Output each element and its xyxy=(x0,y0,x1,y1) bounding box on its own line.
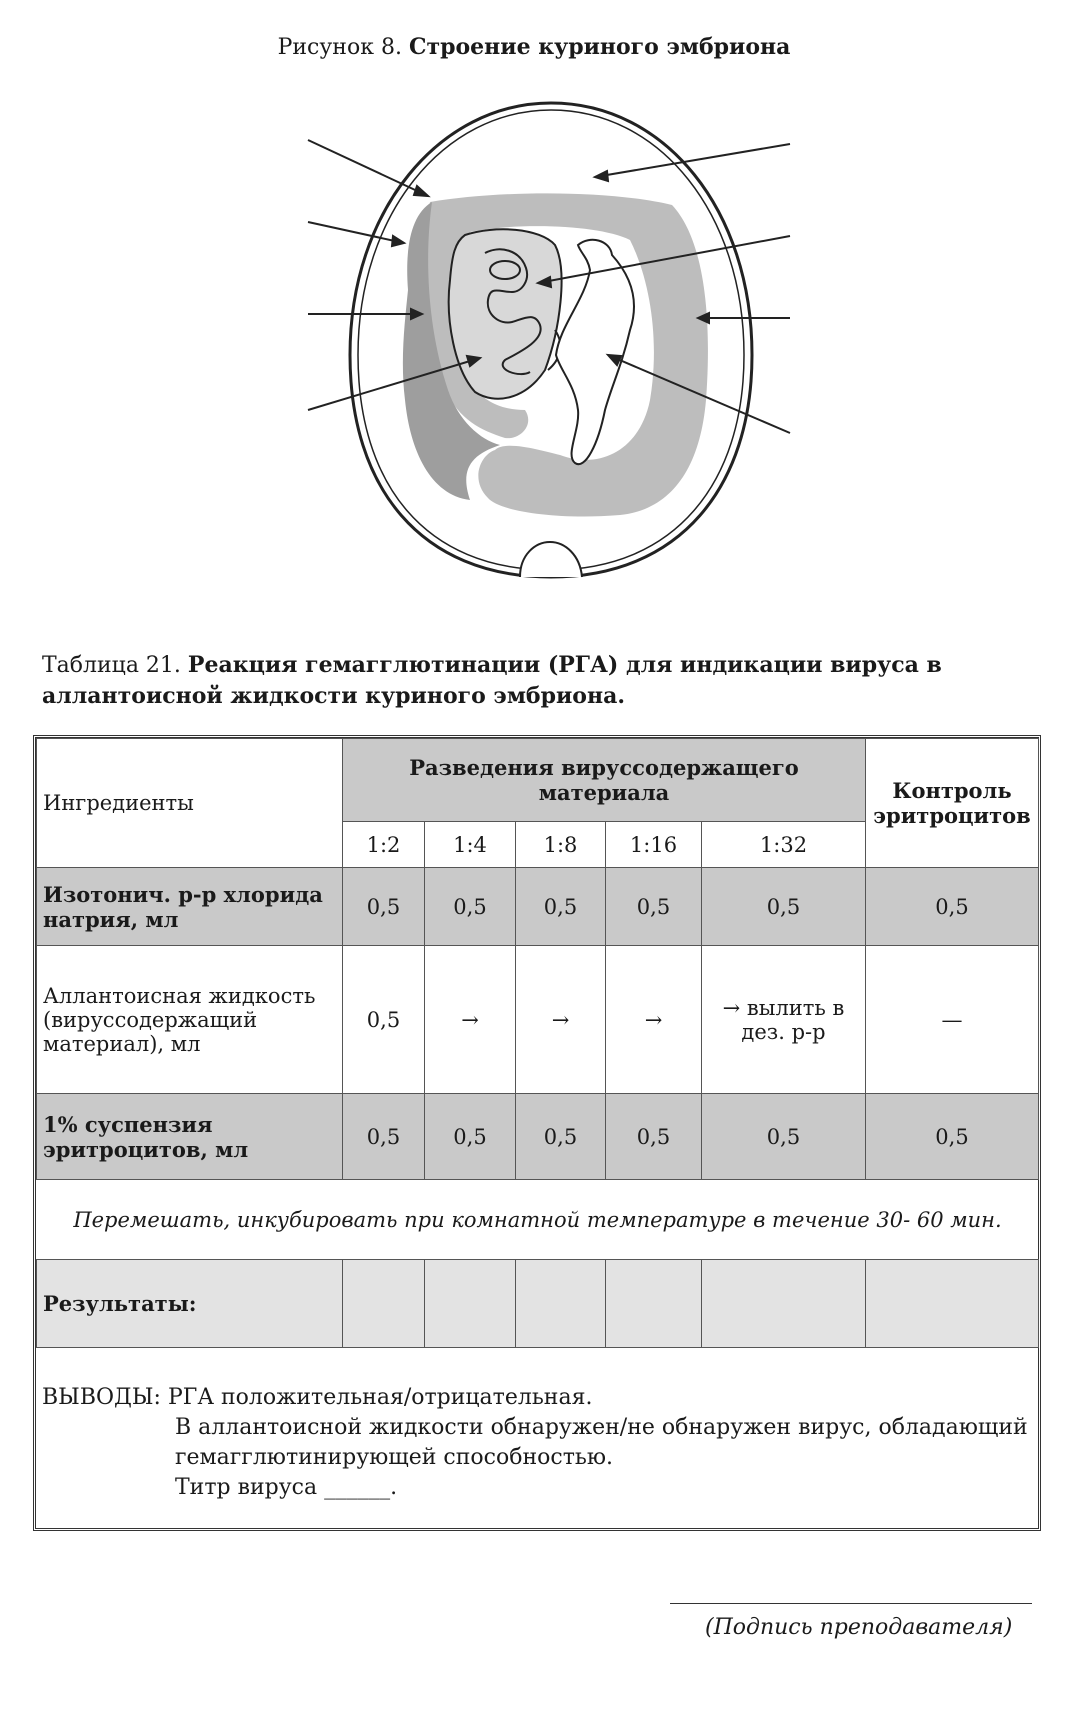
chicken-embryo-diagram xyxy=(290,92,800,602)
dilution-header: 1:4 xyxy=(425,822,516,868)
conclusion-line-4[interactable]: Титр вируса ______. xyxy=(175,1475,398,1500)
result-cell[interactable] xyxy=(425,1260,516,1348)
result-cell[interactable] xyxy=(343,1260,425,1348)
result-cell[interactable] xyxy=(702,1260,866,1348)
table-cell: 0,5 xyxy=(606,1094,702,1180)
table-cell: 0,5 xyxy=(606,868,702,946)
control-cell: 0,5 xyxy=(866,868,1039,946)
conclusion-line-1: РГА положительная/отрицательная. xyxy=(167,1385,593,1410)
signature-line[interactable] xyxy=(670,1603,1032,1604)
conclusions-block xyxy=(42,1383,1028,1503)
table-cell: 0,5 xyxy=(516,1094,606,1180)
table-cell: → xyxy=(606,946,702,1094)
arrow-left-1 xyxy=(308,140,428,196)
conclusions-label: ВЫВОДЫ: xyxy=(42,1385,161,1410)
conclusion-line-2: В аллантоисной жидкости обнаружен/не обнаружен вирус, обладающий xyxy=(175,1415,1028,1440)
conclusion-line-3: гемагглютинирующей способностью. xyxy=(175,1445,613,1470)
table-cell: → xyxy=(516,946,606,1094)
results-label: Результаты: xyxy=(37,1260,343,1348)
control-cell: — xyxy=(866,946,1039,1094)
header-ingredients: Ингредиенты xyxy=(37,739,343,868)
header-control: Контроль эритроцитов xyxy=(866,739,1039,868)
table-row xyxy=(37,868,1039,946)
table-row xyxy=(37,946,1039,1094)
dilution-header: 1:32 xyxy=(702,822,866,868)
table-cell: 0,5 xyxy=(343,868,425,946)
figure-caption-title: Строение куриного эмбриона xyxy=(408,34,791,60)
signature-label: (Подпись преподавателя) xyxy=(705,1615,1013,1640)
rga-table xyxy=(36,738,1039,1348)
table-caption-prefix: Таблица 21. xyxy=(42,653,181,678)
table-cell: → вылить в дез. р-р xyxy=(702,946,866,1094)
row-label: 1% суспензия эритроцитов, мл xyxy=(37,1094,343,1180)
table-caption-title: Реакция гемагглютинации (РГА) для индикации вируса в аллантоисной жидкости куриного эмбриона. xyxy=(42,652,942,709)
figure-caption-prefix: Рисунок 8. xyxy=(277,35,402,60)
result-cell[interactable] xyxy=(606,1260,702,1348)
table-cell: 0,5 xyxy=(702,1094,866,1180)
table-cell: 0,5 xyxy=(702,868,866,946)
table-cell: 0,5 xyxy=(425,1094,516,1180)
table-caption xyxy=(42,650,1052,712)
table-cell: → xyxy=(425,946,516,1094)
incubation-note: Перемешать, инкубировать при комнатной температуре в течение 30- 60 мин. xyxy=(37,1180,1039,1260)
results-row xyxy=(37,1260,1039,1348)
figure-caption xyxy=(0,34,1068,60)
dilution-header: 1:2 xyxy=(343,822,425,868)
control-cell: 0,5 xyxy=(866,1094,1039,1180)
table-cell: 0,5 xyxy=(343,1094,425,1180)
dilution-header: 1:8 xyxy=(516,822,606,868)
result-cell[interactable] xyxy=(866,1260,1039,1348)
table-cell: 0,5 xyxy=(516,868,606,946)
table-cell: 0,5 xyxy=(343,946,425,1094)
dilution-header: 1:16 xyxy=(606,822,702,868)
row-label: Изотонич. р-р хлорида натрия, мл xyxy=(37,868,343,946)
table-cell: 0,5 xyxy=(425,868,516,946)
result-cell[interactable] xyxy=(516,1260,606,1348)
row-label: Аллантоисная жидкость (вируссодержащий материал), мл xyxy=(37,946,343,1094)
header-dilutions: Разведения вируссодержащего материала xyxy=(343,739,866,822)
table-row xyxy=(37,1094,1039,1180)
